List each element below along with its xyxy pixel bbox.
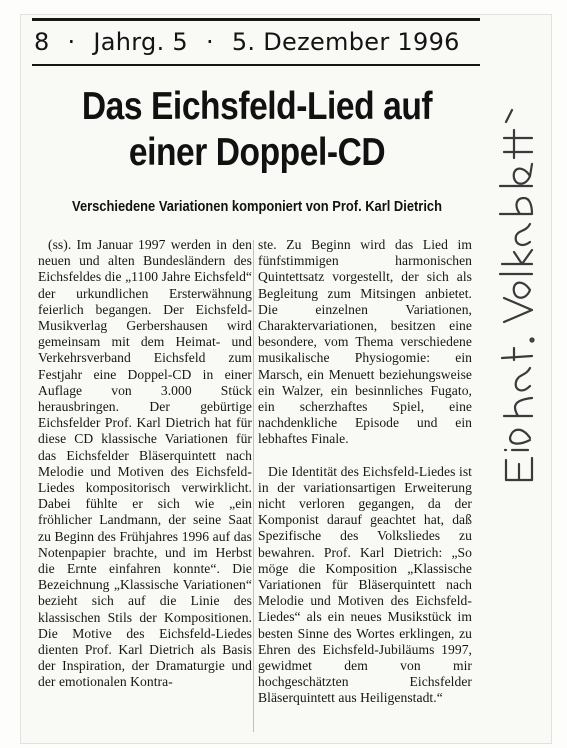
headline-line-1: Das Eichsfeld-Lied auf: [81, 85, 433, 128]
page-header: [34, 28, 484, 56]
header-top-rule: [32, 18, 480, 21]
article-column-right: [258, 237, 472, 707]
article-column-left: [38, 237, 252, 691]
column-divider: [253, 240, 254, 732]
article-subtitle: Verschiedene Variationen komponiert von Prof. Karl Dietrich: [72, 198, 442, 215]
handwritten-note-drawing: [492, 60, 552, 500]
volume-label: Jahrg. 5: [93, 28, 188, 56]
headline-line-2: einer Doppel-CD: [128, 131, 386, 174]
header-separator: ·: [67, 28, 76, 56]
issue-date: 5. Dezember 1996: [231, 28, 460, 56]
article-paragraph: Die Identität des Eichsfeld-Liedes ist in der variationsartigen Erweiterung nicht verloren gegangen, da der Komponist darauf geachtet hat, daß Spezifische des Volksliedes zu bewahren. Prof. Karl Dietrich: „So möge die Komposition „Klassische Variationen für Bläserquintett nach Melodie und Motiven des Eichsfeld-Liedes“ als ein neues Musikstück im besten Sinne des Wortes erklingen, zu Ehren des Eichsfeld-Jubiläums 1997, gewidmet dem von mir hochgeschätzten Eichsfelder Bläserquintett aus Heiligenstadt.“: [258, 463, 472, 706]
header-separator: ·: [205, 28, 214, 56]
article-paragraph: ste. Zu Beginn wird das Lied im fünfstimmigen harmonischen Quintettsatz vorgestellt, der sich als Begleitung zum Mitsingen anbietet. Die einzelnen Variationen, Charaktervariationen, besitzen eine besondere, vom Thema verschiedene musikalische Physiogomie: ein Marsch, ein Menuett beziehungsweise ein Walzer, ein besinnliches Fugato, ein scherzhaftes Spiel, eine nachdenkliche Episode und ein lebhaftes Finale.: [258, 237, 472, 447]
page-number: 8: [34, 28, 50, 56]
article-headline: [65, 84, 449, 176]
article-paragraph: (ss). Im Januar 1997 werden in den neuen und alten Bundesländern des Eichsfeldes die „1100 Jahre Eichsfeld“ der urkundlichen Ersterwähnung feierlich begangen. Der Eichsfeld-Musikverlag Gerbershausen wird gemeinsam mit dem Heimat- und Verkehrsverband Eichsfeld zum Festjahr eine Doppel-CD in einer Auflage von 3.000 Stück herausbringen. Der gebürtige Eichsfelder Prof. Karl Dietrich hat für diese CD klassische Variationen für das Eichsfelder Bläserquintett nach Melodie und Motiven des Eichsfeld-Liedes kompositorisch verwirklicht. Dabei fühlte er sich wie „ein fröhlicher Landmann, der seine Saat zu Beginn des Frühjahres 1996 auf das Notenpapier brachte, und im Herbst die Ernte einfahren konnte“. Die Bezeichnung „Klassische Variationen“ bezieht sich auf die Linie des klassischen Stils der Kompositionen. Die Motive des Eichsfeld-Liedes dienten Prof. Karl Dietrich als Basis der Inspiration, der Dramaturgie und der emotionalen Kontra-: [38, 237, 252, 690]
handwritten-source-note: [492, 60, 552, 500]
header-bottom-rule: [32, 64, 480, 66]
